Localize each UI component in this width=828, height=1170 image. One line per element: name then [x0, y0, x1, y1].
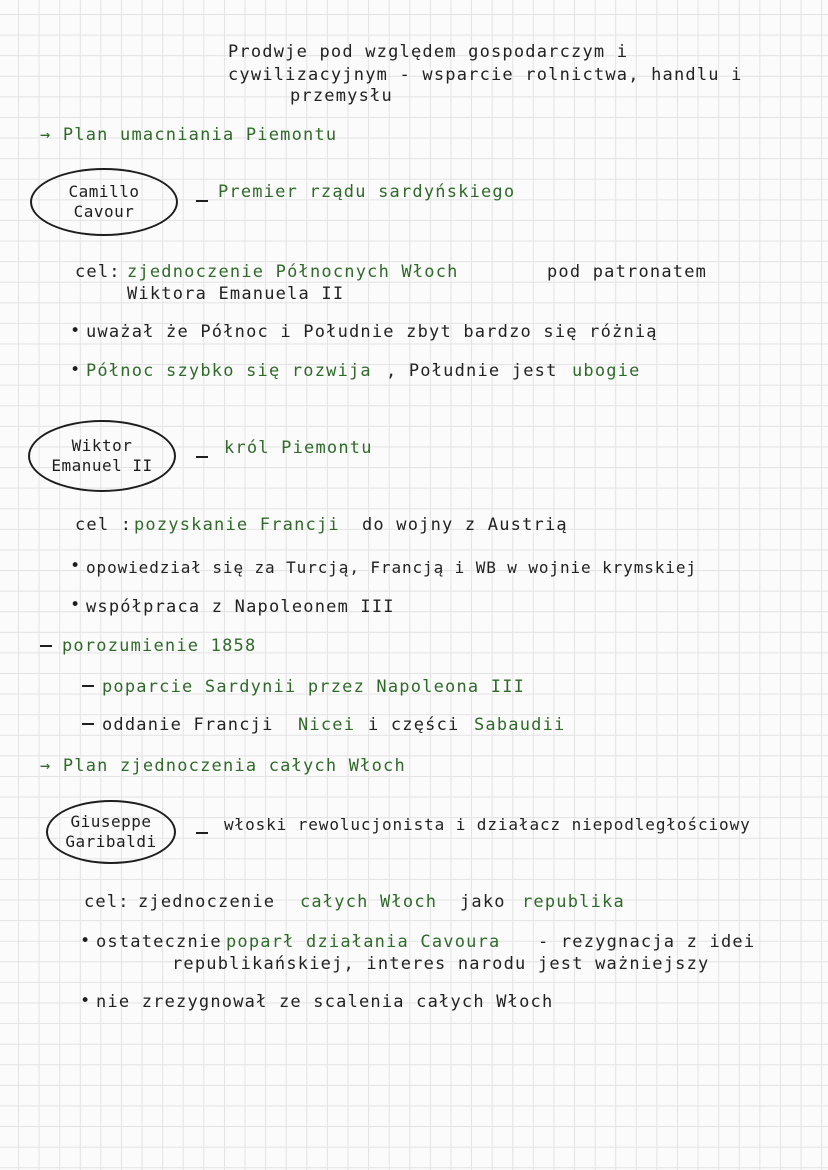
bullet-dot: • — [70, 360, 81, 380]
wiktor-role: król Piemontu — [224, 438, 373, 458]
agreement-title: porozumienie 1858 — [62, 636, 257, 656]
garibaldi-goal-text: zjednoczenie — [138, 892, 276, 912]
garibaldi-goal-end: republika — [522, 892, 625, 912]
garibaldi-role: włoski rewolucjonista i działacz niepodległościowy — [224, 815, 751, 834]
intro-line-1: Prodwje pod względem gospodarczym i — [228, 42, 629, 62]
garibaldi-bullet-1-line2: republikańskiej, interes narodu jest ważniejszy — [172, 954, 710, 974]
bullet-dot: • — [80, 931, 91, 951]
wiktor-goal-black: do wojny z Austrią — [362, 515, 568, 535]
agreement-item-dash — [82, 685, 94, 687]
cavour-dash — [196, 200, 208, 202]
agreement-item-2-black2: i części — [368, 715, 460, 735]
garibaldi-bullet-2: nie zrezygnował ze scalenia całych Włoch — [96, 992, 554, 1012]
wiktor-name-line2: Emanuel II — [51, 456, 153, 475]
bullet-dot: • — [70, 595, 81, 615]
agreement-dash — [40, 645, 52, 647]
garibaldi-goal-label: cel: — [84, 892, 130, 912]
cavour-bullet-1: uważał że Północ i Południe zbyt bardzo się różnią — [86, 322, 658, 342]
garibaldi-bullet-1-green: poparł działania Cavoura — [226, 932, 501, 952]
cavour-bullet-2-green: Północ szybko się rozwija — [86, 361, 372, 381]
agreement-item-1-green — [102, 677, 525, 697]
garibaldi-bullet-1-b: - rezygnacja z idei — [538, 932, 756, 952]
garibaldi-goal-green: całych Włoch — [300, 892, 438, 912]
cavour-name-line1: Camillo — [68, 182, 140, 201]
garibaldi-bullet-1-a: ostatecznie — [96, 932, 222, 952]
cavour-role: Premier rządu sardyńskiego — [218, 182, 516, 202]
bullet-dot: • — [70, 556, 81, 576]
cavour-name-line2: Cavour — [73, 202, 135, 221]
bullet-dot: • — [70, 321, 81, 341]
plan-piemont-heading: → Plan umacniania Piemontu — [40, 125, 338, 145]
intro-line-2: cywilizacyjnym - wsparcie rolnictwa, handlu i — [228, 65, 743, 85]
intro-line-3: przemysłu — [290, 86, 393, 106]
wiktor-dash — [196, 456, 208, 458]
wiktor-goal-green: pozyskanie Francji — [134, 515, 340, 535]
garibaldi-name-line1: Giuseppe — [70, 812, 152, 831]
cavour-oval — [30, 168, 178, 236]
agreement-item-2-black: oddanie Francji — [102, 715, 274, 735]
cavour-bullet-2-black: , Południe jest — [386, 361, 558, 381]
garibaldi-oval — [46, 800, 176, 864]
garibaldi-dash — [196, 832, 208, 834]
wiktor-bullet-1: opowiedział się za Turcją, Francją i WB w wojnie krymskiej — [86, 558, 697, 577]
garibaldi-name-line2: Garibaldi — [65, 832, 157, 851]
cavour-goal-line2: Wiktora Emanuela II — [127, 284, 345, 304]
agreement-item-2-end: Sabaudii — [474, 715, 566, 735]
wiktor-bullet-2: współpraca z Napoleonem III — [86, 597, 395, 617]
cavour-bullet-2-end: ubogie — [572, 361, 641, 381]
wiktor-oval — [28, 420, 176, 492]
agreement-item-dash — [82, 723, 94, 725]
agreement-item-2-green: Nicei — [298, 715, 356, 735]
agreement-item-1: poparcie Sardynii przez Napoleona III — [102, 677, 526, 697]
wiktor-name-line1: Wiktor — [71, 436, 133, 455]
cavour-goal-label: cel: — [75, 262, 121, 282]
plan-italy-heading: → Plan zjednoczenia całych Włoch — [40, 756, 406, 776]
bullet-dot: • — [80, 991, 91, 1011]
garibaldi-goal-black2: jako — [460, 892, 506, 912]
cavour-goal-green: zjednoczenie Północnych Włoch — [127, 262, 459, 282]
wiktor-goal-label: cel : — [75, 515, 133, 535]
cavour-goal-black: pod patronatem — [547, 262, 708, 282]
